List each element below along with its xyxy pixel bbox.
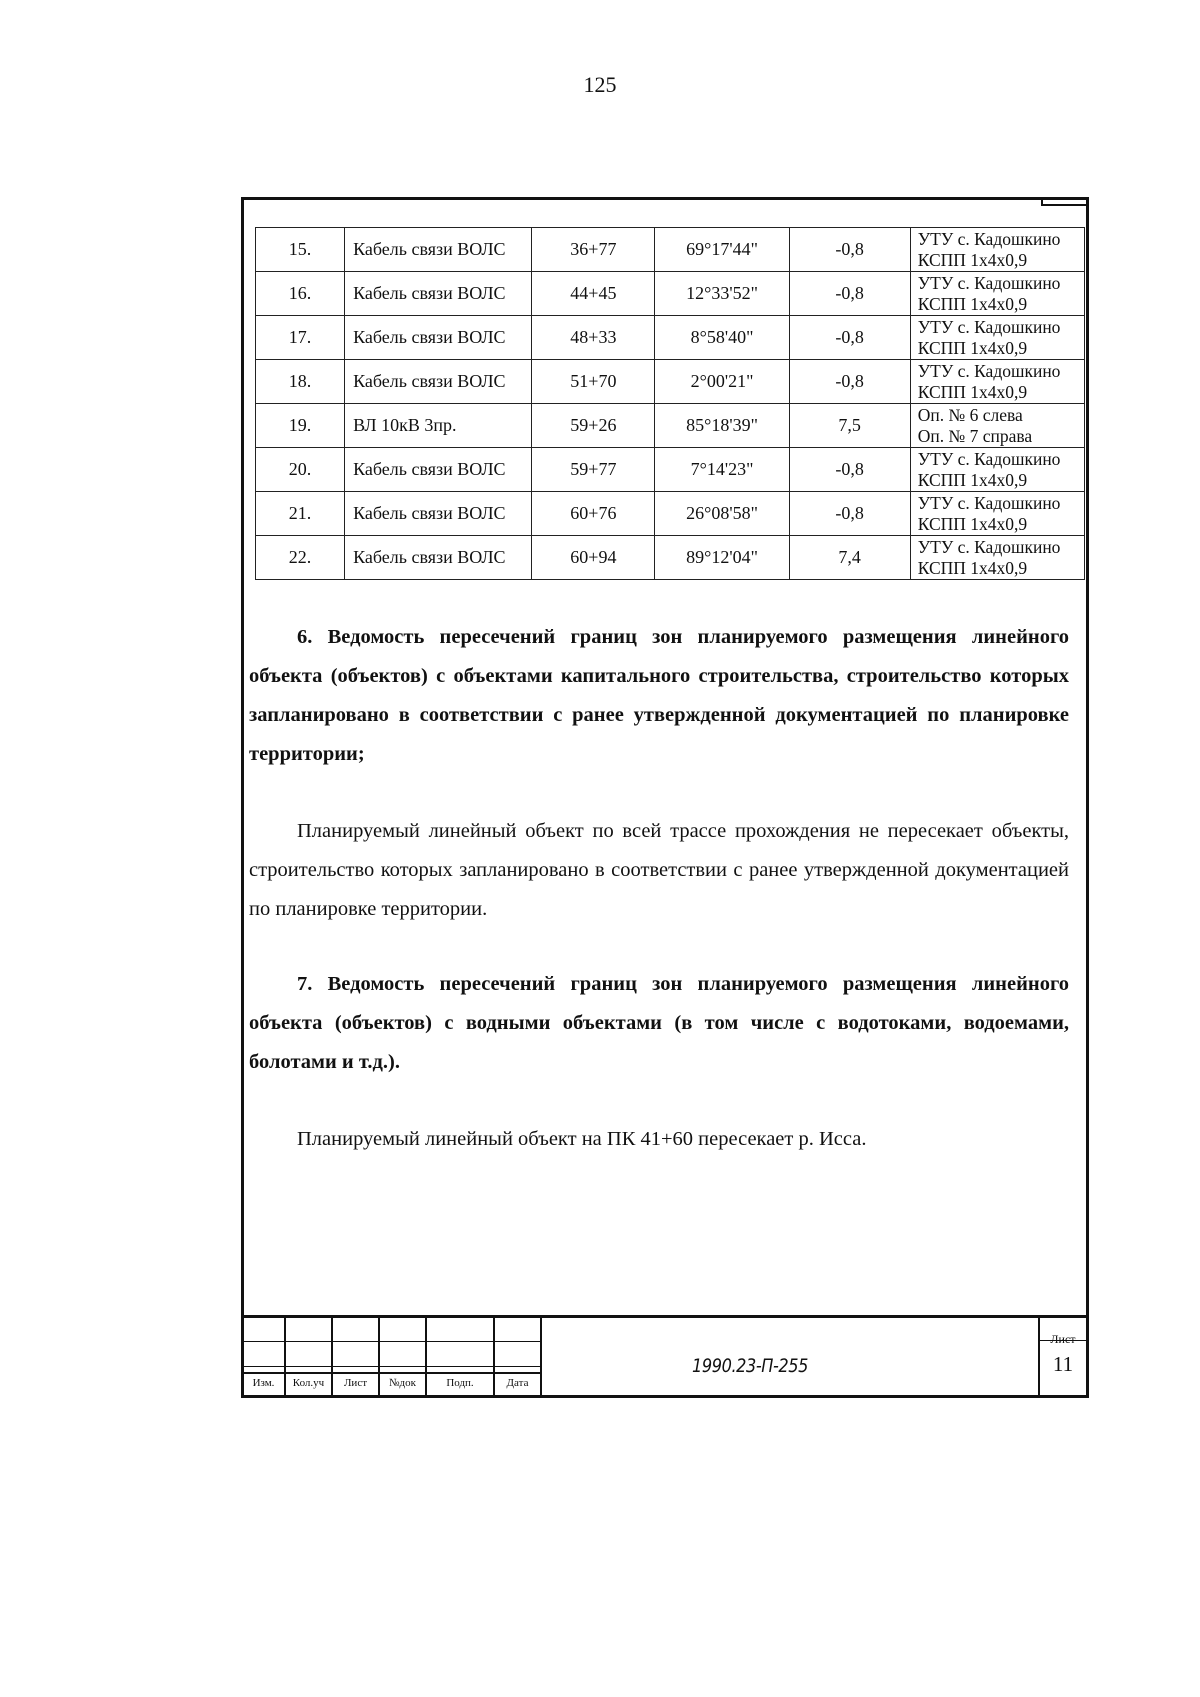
title-block-row-line-3: [241, 1372, 541, 1374]
note-cell: [910, 360, 1084, 404]
angle-cell: 12°33'52": [655, 272, 789, 316]
row-number-cell: 18.: [256, 360, 345, 404]
angle-cell: 26°08'58": [655, 492, 789, 536]
height-cell: -0,8: [789, 448, 910, 492]
picket-cell: 59+26: [532, 404, 655, 448]
angle-cell: 8°58'40": [655, 316, 789, 360]
picket-cell: 48+33: [532, 316, 655, 360]
object-name-cell: Кабель связи ВОЛС: [345, 228, 532, 272]
label-list: Лист: [343, 1377, 368, 1389]
sheet-label: Лист: [1050, 1332, 1076, 1346]
note-line-2: КСПП 1х4х0,9: [917, 469, 1028, 490]
crossings-table: [255, 227, 1085, 580]
row-number-cell: 22.: [256, 536, 345, 580]
note-line-2: КСПП 1х4х0,9: [917, 381, 1028, 402]
picket-cell: 59+77: [532, 448, 655, 492]
height-cell: -0,8: [789, 272, 910, 316]
title-block-bottom-line: [241, 1395, 1089, 1398]
label-podp: Подп.: [446, 1377, 474, 1389]
table-row: [256, 404, 1085, 448]
table-row: [256, 492, 1085, 536]
row-number-cell: 16.: [256, 272, 345, 316]
height-cell: -0,8: [789, 360, 910, 404]
title-block-col-6: [540, 1315, 542, 1397]
row-number-cell: 21.: [256, 492, 345, 536]
note-cell: [910, 316, 1084, 360]
picket-cell: 36+77: [532, 228, 655, 272]
height-cell: 7,4: [789, 536, 910, 580]
row-number-cell: 20.: [256, 448, 345, 492]
page-number: 125: [583, 72, 617, 97]
note-line-2: КСПП 1х4х0,9: [917, 557, 1028, 578]
object-name-cell: Кабель связи ВОЛС: [345, 492, 532, 536]
sheet-number: 11: [1052, 1352, 1074, 1376]
title-block-top-line: [241, 1315, 1089, 1318]
table-row: [256, 272, 1085, 316]
label-izm: Изм.: [252, 1377, 275, 1389]
note-line-1: УТУ с. Кадошкино: [917, 360, 1061, 381]
object-name-cell: Кабель связи ВОЛС: [345, 272, 532, 316]
title-block-row-line-2: [241, 1366, 541, 1367]
picket-cell: 60+76: [532, 492, 655, 536]
section-6-heading: 6. Ведомость пересечений границ зон планируемого размещения линейного объекта (объектов) с объектами капитального строительства, строительство которых запланировано в соответствии с ранее утвержденной документацией по планировке территории;: [249, 626, 1069, 765]
height-cell: -0,8: [789, 228, 910, 272]
angle-cell: 85°18'39": [655, 404, 789, 448]
table-row: [256, 448, 1085, 492]
height-cell: -0,8: [789, 316, 910, 360]
section-7-heading: 7. Ведомость пересечений границ зон планируемого размещения линейного объекта (объектов) с водными объектами (в том числе с водотоками, водоемами, болотами и т.д.).: [249, 973, 1069, 1073]
note-line-1: УТУ с. Кадошкино: [917, 272, 1061, 293]
note-line-2: КСПП 1х4х0,9: [917, 293, 1028, 314]
height-cell: 7,5: [789, 404, 910, 448]
title-block-row-line-1: [241, 1341, 541, 1342]
note-line-2: КСПП 1х4х0,9: [917, 513, 1028, 534]
note-line-1: Оп. № 6 слева: [917, 404, 1023, 425]
note-line-1: УТУ с. Кадошкино: [917, 536, 1061, 557]
object-name-cell: ВЛ 10кВ 3пр.: [345, 404, 532, 448]
note-line-2: КСПП 1х4х0,9: [917, 249, 1028, 270]
note-cell: [910, 448, 1084, 492]
section-6: [249, 618, 1069, 929]
object-name-cell: Кабель связи ВОЛС: [345, 316, 532, 360]
frame-corner-tab: [1041, 197, 1086, 206]
angle-cell: 69°17'44": [655, 228, 789, 272]
picket-cell: 60+94: [532, 536, 655, 580]
label-kol-uch: Кол.уч: [292, 1377, 325, 1389]
document-code: 1990.23-П-255: [692, 1355, 808, 1377]
object-name-cell: Кабель связи ВОЛС: [345, 536, 532, 580]
note-cell: [910, 404, 1084, 448]
angle-cell: 2°00'21": [655, 360, 789, 404]
note-line-1: УТУ с. Кадошкино: [917, 316, 1061, 337]
note-line-2: КСПП 1х4х0,9: [917, 337, 1028, 358]
label-data: Дата: [506, 1377, 529, 1389]
section-6-text: Планируемый линейный объект по всей трассе прохождения не пересекает объекты, строительство которых запланировано в соответствии с ранее утвержденной документацией по планировке территории.: [249, 820, 1069, 920]
row-number-cell: 19.: [256, 404, 345, 448]
angle-cell: 7°14'23": [655, 448, 789, 492]
table-row: [256, 228, 1085, 272]
picket-cell: 44+45: [532, 272, 655, 316]
note-cell: [910, 536, 1084, 580]
picket-cell: 51+70: [532, 360, 655, 404]
object-name-cell: Кабель связи ВОЛС: [345, 360, 532, 404]
note-cell: [910, 492, 1084, 536]
note-line-2: Оп. № 7 справа: [917, 425, 1033, 446]
table-row: [256, 360, 1085, 404]
note-line-1: УТУ с. Кадошкино: [917, 448, 1061, 469]
section-7: [249, 965, 1069, 1159]
object-name-cell: Кабель связи ВОЛС: [345, 448, 532, 492]
note-line-1: УТУ с. Кадошкино: [917, 492, 1061, 513]
row-number-cell: 15.: [256, 228, 345, 272]
section-7-text: Планируемый линейный объект на ПК 41+60 пересекает р. Исса.: [297, 1128, 867, 1150]
row-number-cell: 17.: [256, 316, 345, 360]
height-cell: -0,8: [789, 492, 910, 536]
table-row: [256, 316, 1085, 360]
label-n-dok: №док: [389, 1377, 416, 1389]
table-row: [256, 536, 1085, 580]
note-cell: [910, 272, 1084, 316]
angle-cell: 89°12'04": [655, 536, 789, 580]
note-line-1: УТУ с. Кадошкино: [917, 228, 1061, 249]
note-cell: [910, 228, 1084, 272]
